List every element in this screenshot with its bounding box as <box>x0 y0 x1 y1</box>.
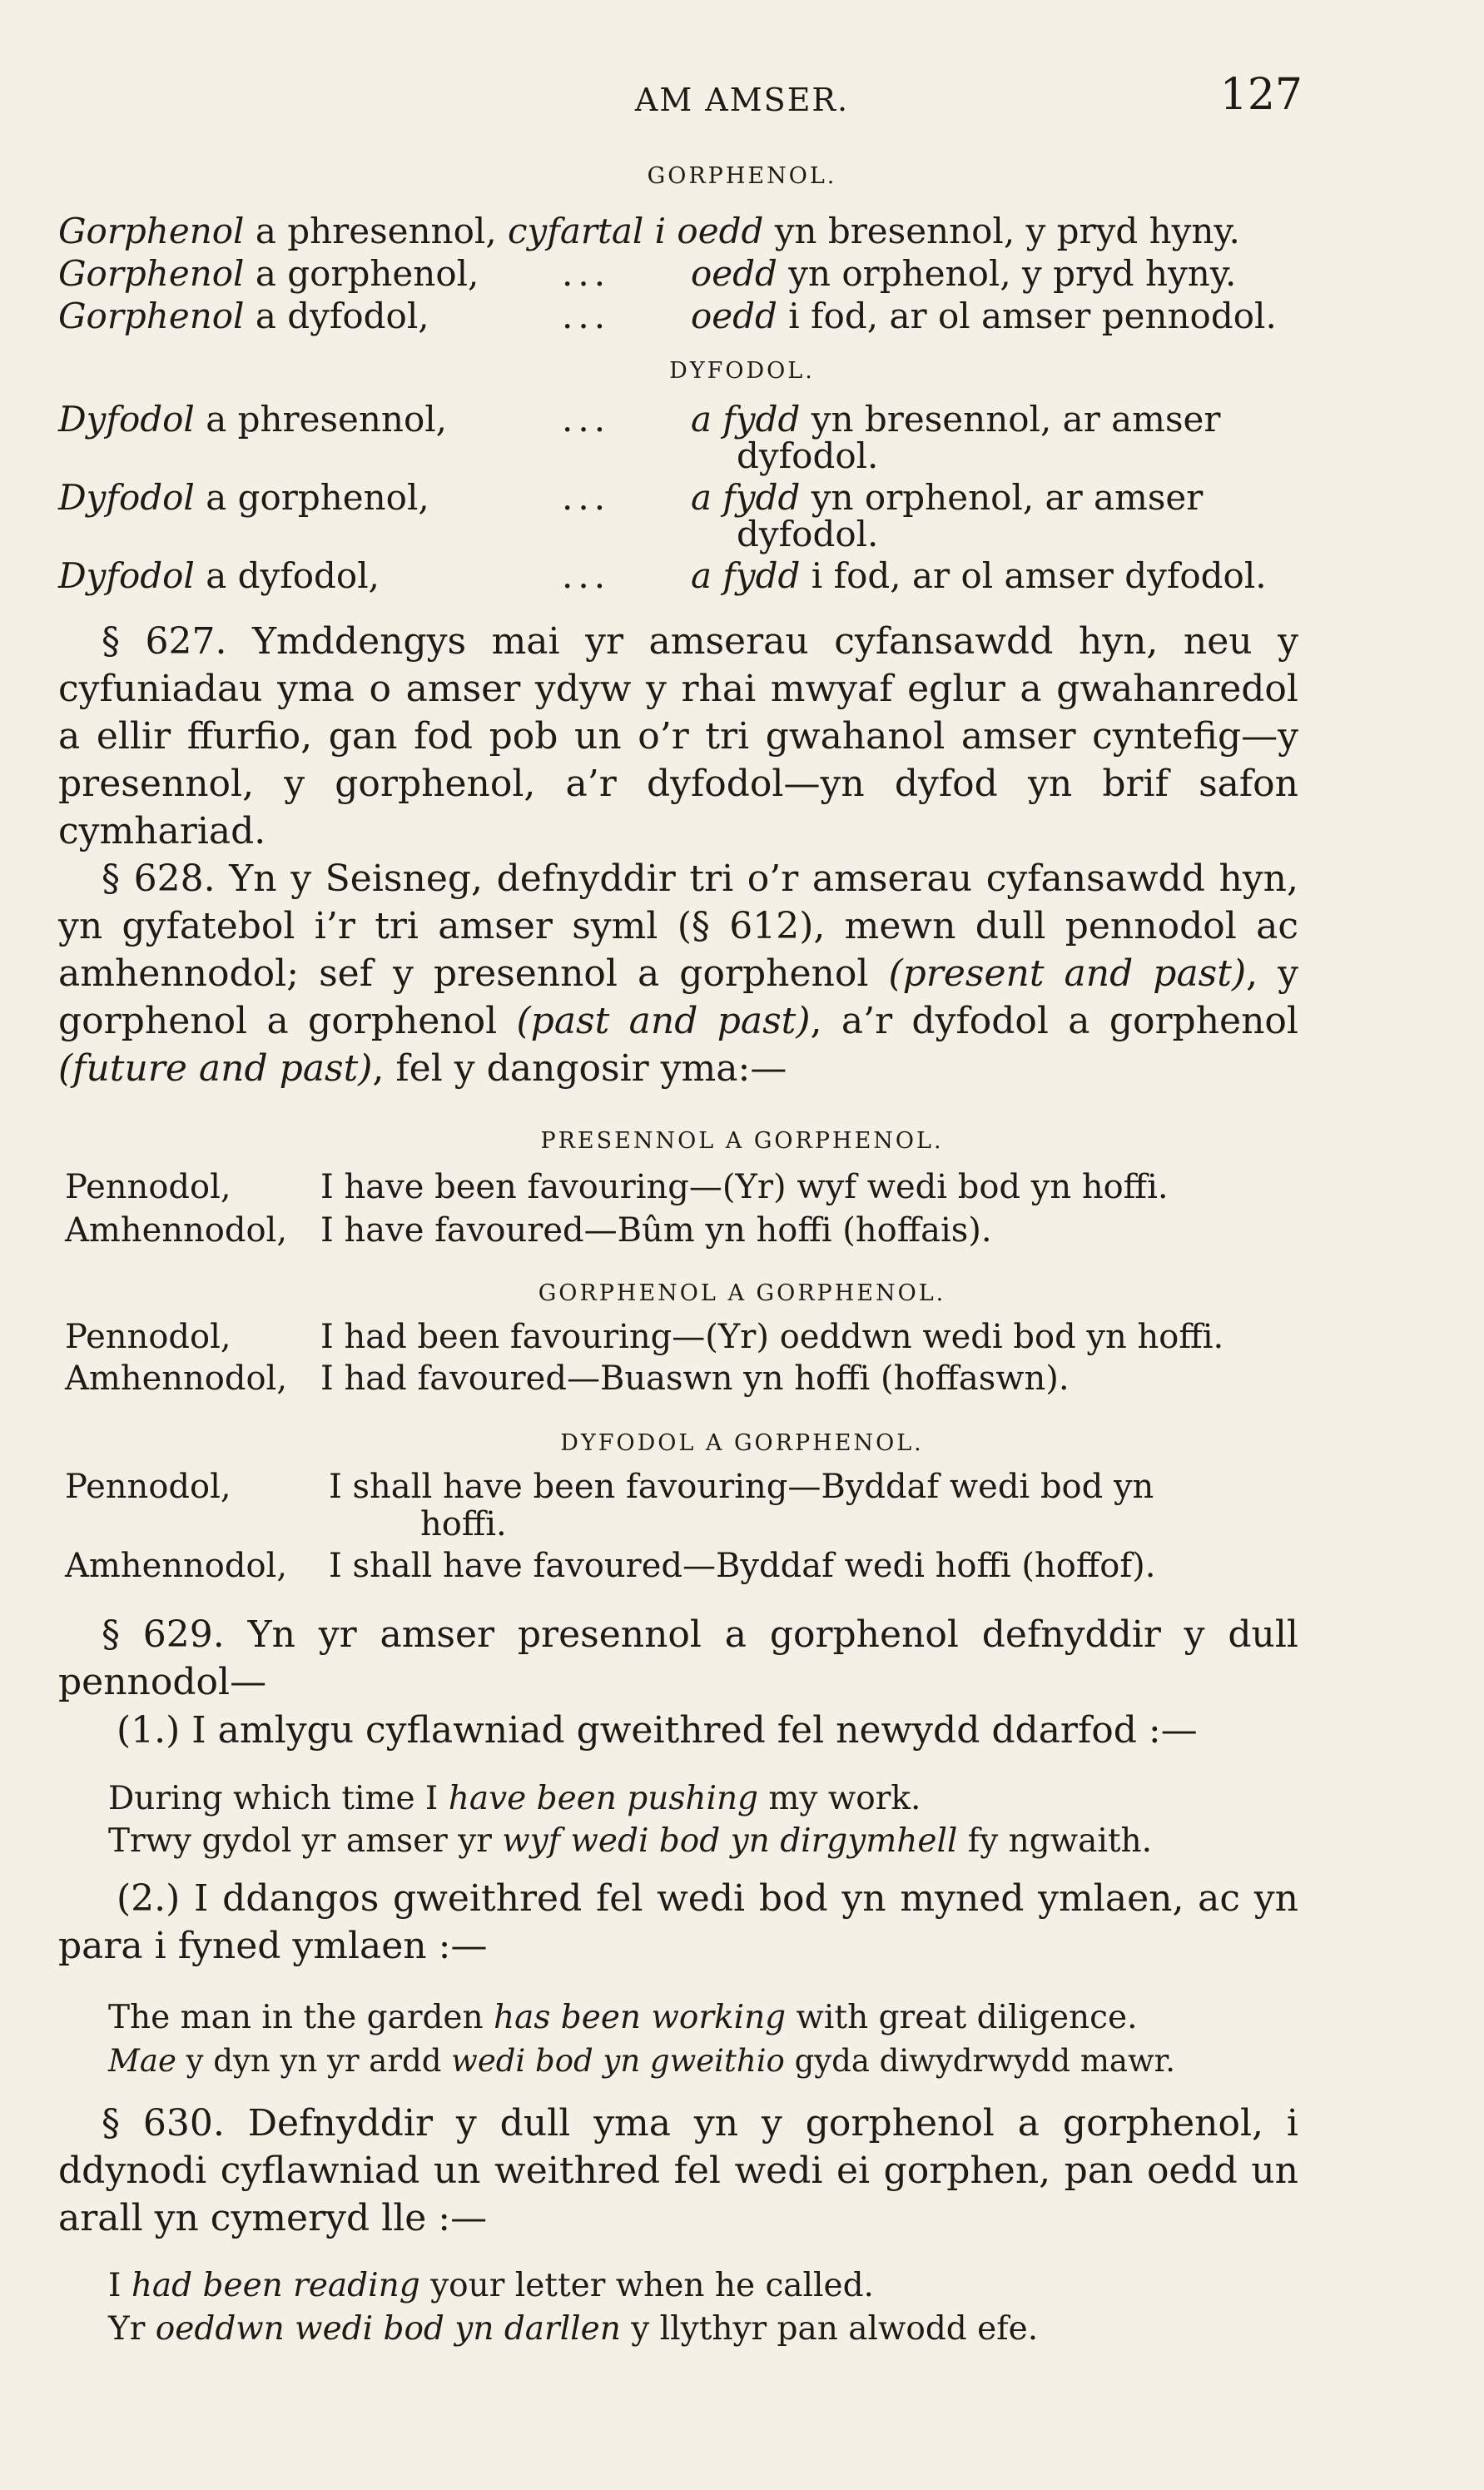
gorphenol-row-2-right: oedd yn orphenol, y pryd hyny. <box>691 253 1237 294</box>
table-row-text: I have been favouring—(Yr) wyf wedi bod yn hoffi. <box>320 1168 1169 1206</box>
table-row-label: Pennodol, <box>65 1168 231 1206</box>
leader-dots: ... <box>562 253 611 294</box>
dyfodol-row-3-left: Dyfodol a dyfodol, <box>58 555 380 596</box>
table-heading-dyfodol-a-gorphenol: DYFODOL A GORPHENOL. <box>560 1430 924 1456</box>
dyfodol-row-2-continuation: dyfodol. <box>737 514 879 554</box>
example-3-welsh: Yr oeddwn wedi bod yn darllen y llythyr pan alwodd efe. <box>108 2310 1039 2348</box>
table-heading-gorphenol-a-gorphenol: GORPHENOL A GORPHENOL. <box>538 1280 946 1306</box>
table-row-label: Amhennodol, <box>65 1547 288 1585</box>
dyfodol-row-1-right: a fydd yn bresennol, ar amser <box>691 399 1221 440</box>
table-row-text: I had been favouring—(Yr) oeddwn wedi bod yn hoffi. <box>320 1318 1224 1356</box>
table-row-label: Amhennodol, <box>65 1359 288 1398</box>
dyfodol-row-2-left: Dyfodol a gorphenol, <box>58 477 429 518</box>
gorphenol-row-3-left: Gorphenol a dyfodol, <box>58 296 429 336</box>
running-header: AM AMSER. <box>634 82 850 118</box>
gorphenol-row-1: Gorphenol a phresennol, cyfartal i oedd yn bresennol, y pryd hyny. <box>58 211 1240 251</box>
paragraph-629-point-1: (1.) I amlygu cyflawniad gweithred fel newydd ddarfod :— <box>117 1709 1198 1752</box>
table-row-text: I shall have been favouring—Byddaf wedi bod yn <box>329 1468 1154 1506</box>
paragraph-627: § 627. Ymddengys mai yr amserau cyfansawdd hyn, neu y cyfuniadau yma o amser ydyw y rhai mwyaf eglur a gwahanredol a ellir ffurfio, gan fod pob un o’r tri gwahanol amser cyntefig—y presennol, y gorphenol, a’r dyfodol—yn dyfod yn brif safon cymhariad. <box>58 620 1298 852</box>
paragraph-630: § 630. Defnyddir y dull yma yn y gorphenol a gorphenol, i ddynodi cyflawniad un weithred fel wedi ei gorphen, pan oedd un arall yn cymeryd lle :— <box>58 2102 1298 2239</box>
table-row-text: I have favoured—Bûm yn hoffi (hoffais). <box>320 1211 992 1250</box>
table-row-label: Pennodol, <box>65 1318 231 1356</box>
gorphenol-row-3-right: oedd i fod, ar ol amser pennodol. <box>691 296 1277 336</box>
paragraph-629-intro: § 629. Yn yr amser presennol a gorphenol defnyddir y dull pennodol— <box>58 1613 1298 1703</box>
example-3-english: I had been reading your letter when he called. <box>108 2267 874 2304</box>
table-row-text: I had favoured—Buaswn yn hoffi (hoffaswn). <box>320 1359 1070 1398</box>
page-number: 127 <box>1219 70 1303 120</box>
paragraph-629-point-2: (2.) I ddangos gweithred fel wedi bod yn myned ymlaen, ac yn para i fyned ymlaen :— <box>58 1877 1298 1967</box>
leader-dots: ... <box>562 296 611 336</box>
table-row-continuation: hoffi. <box>420 1505 507 1543</box>
dyfodol-row-1-continuation: dyfodol. <box>737 435 879 476</box>
table-row-text: I shall have favoured—Byddaf wedi hoffi (hoffof). <box>329 1547 1156 1585</box>
dyfodol-row-3-right: a fydd i fod, ar ol amser dyfodol. <box>691 555 1267 596</box>
section-heading-gorphenol: GORPHENOL. <box>647 163 837 189</box>
leader-dots: ... <box>562 399 611 440</box>
leader-dots: ... <box>562 477 611 518</box>
table-heading-presennol-a-gorphenol: PRESENNOL A GORPHENOL. <box>540 1128 944 1154</box>
section-heading-dyfodol: DYFODOL. <box>669 358 815 384</box>
gorphenol-row-2-left: Gorphenol a gorphenol, <box>58 253 479 294</box>
example-1-english: During which time I have been pushing my work. <box>108 1780 921 1817</box>
table-row-label: Amhennodol, <box>65 1211 288 1250</box>
dyfodol-row-1-left: Dyfodol a phresennol, <box>58 399 448 440</box>
example-1-welsh: Trwy gydol yr amser yr wyf wedi bod yn dirgymhell fy ngwaith. <box>108 1822 1153 1860</box>
paragraph-628: § 628. Yn y Seisneg, defnyddir tri o’r amserau cyfansawdd hyn, yn gyfatebol i’r tri amser syml (§ 612), mewn dull pennodol ac amhennodol; sef y presennol a gorphenol (present and past), y gorphenol a gorphenol (past and past), a’r dyfodol a gorphenol (future and past), fel y dangosir yma:— <box>58 857 1298 1090</box>
table-row-label: Pennodol, <box>65 1468 231 1506</box>
example-2-welsh: Mae y dyn yn yr ardd wedi bod yn gweithio gyda diwydrwydd mawr. <box>108 2043 1176 2079</box>
example-2-english: The man in the garden has been working with great diligence. <box>108 1999 1138 2036</box>
leader-dots: ... <box>562 555 611 596</box>
dyfodol-row-2-right: a fydd yn orphenol, ar amser <box>691 477 1204 518</box>
